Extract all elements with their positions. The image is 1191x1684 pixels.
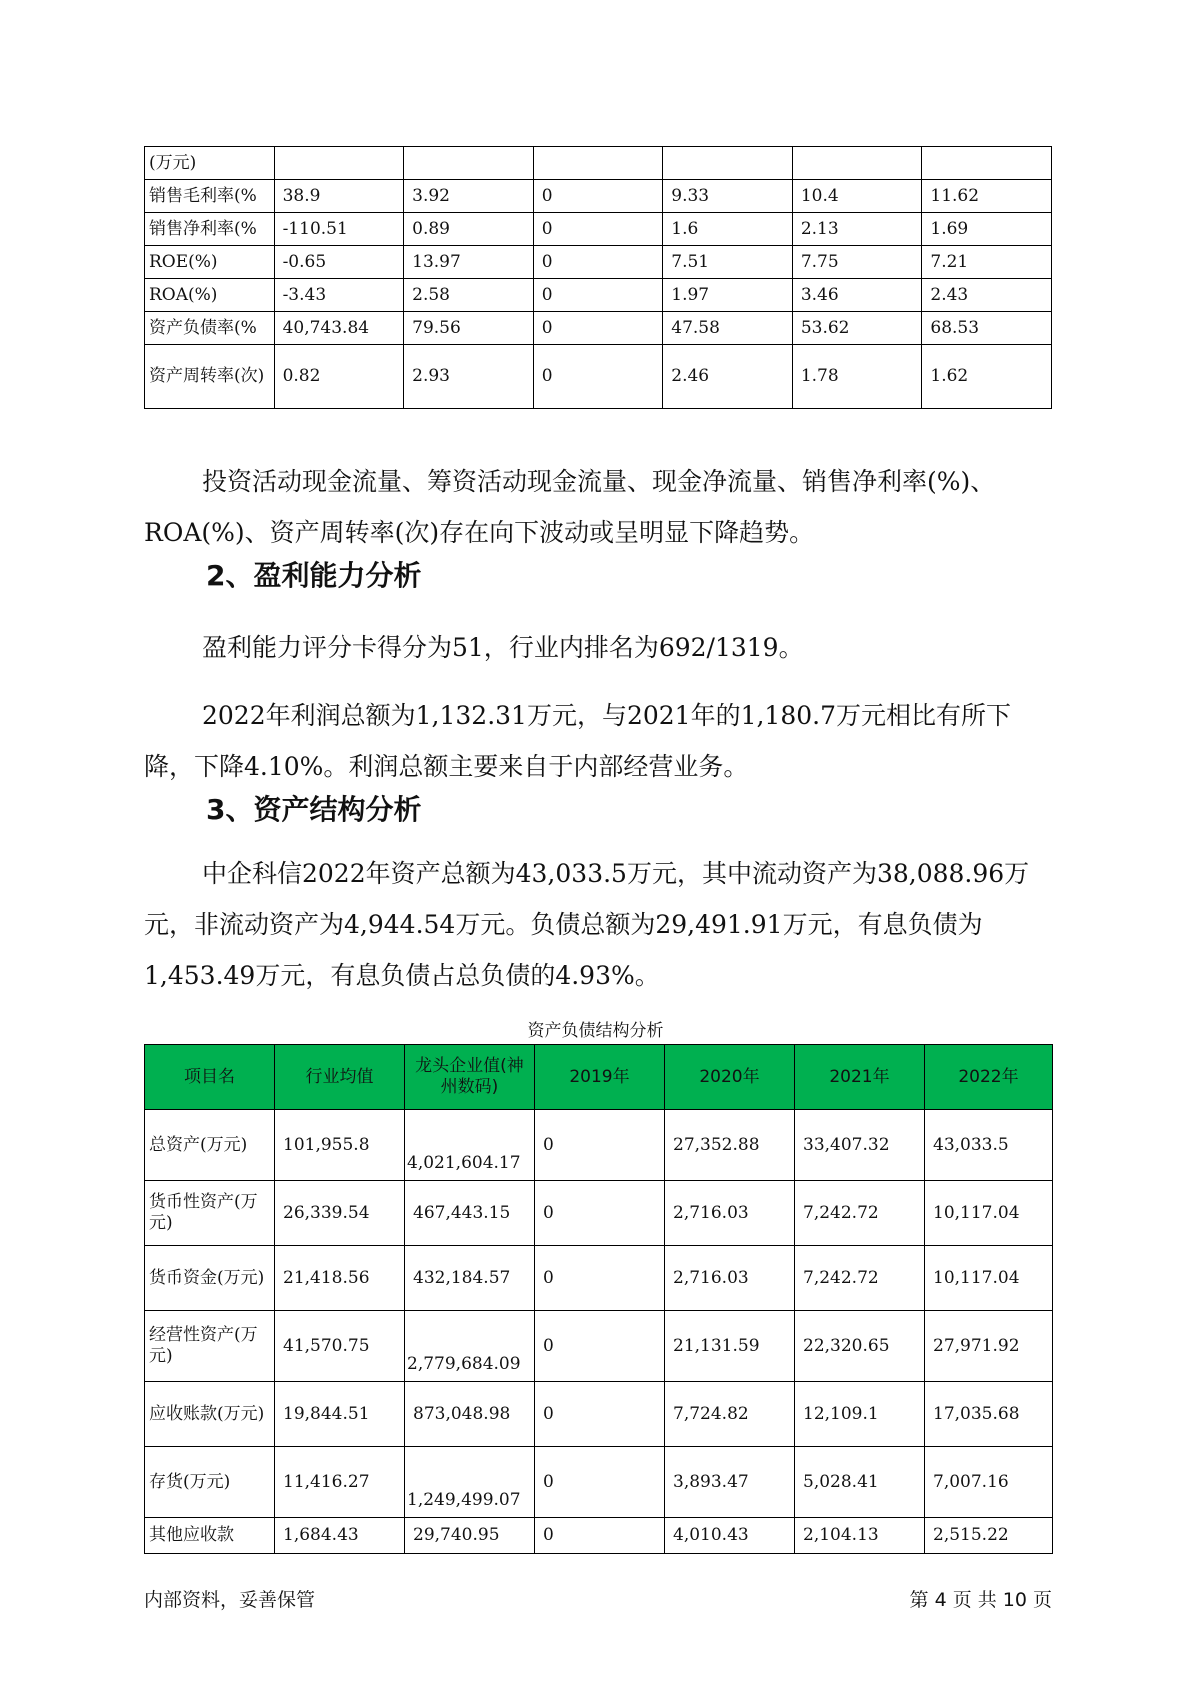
row-label: 销售净利率(%	[145, 213, 275, 246]
table-cell: 68.53	[922, 312, 1052, 345]
table-cell: 2,716.03	[665, 1246, 795, 1311]
table-row	[145, 1181, 1053, 1246]
table-row	[145, 180, 1052, 213]
trend-paragraph: 投资活动现金流量、筹资活动现金流量、现金净流量、销售净利率(%)、ROA(%)、资产周转率(次)存在向下波动或呈明显下降趋势。	[144, 467, 996, 547]
table-cell: 0	[533, 213, 663, 246]
table-row	[145, 345, 1052, 409]
profitability-score-paragraph: 盈利能力评分卡得分为51，行业内排名为692/1319。	[202, 633, 804, 662]
column-header: 2020年	[665, 1045, 795, 1110]
row-label: 货币性资产(万元)	[145, 1181, 275, 1246]
table-cell	[922, 147, 1052, 180]
row-label: (万元)	[145, 147, 275, 180]
table-cell: 21,131.59	[665, 1311, 795, 1382]
table-cell: 7.75	[792, 246, 922, 279]
table-cell: 0.82	[274, 345, 404, 409]
section-heading-profitability: 2、盈利能力分析	[206, 559, 422, 592]
table-cell: 0	[533, 246, 663, 279]
table-cell: 1.69	[922, 213, 1052, 246]
asset-structure-paragraph: 中企科信2022年资产总额为43,033.5万元，其中流动资产为38,088.96万元，非流动资产为4,944.54万元。负债总额为29,491.91万元，有息负债为1,453.49万元，有息负债占总负债的4.93%。	[144, 859, 1030, 990]
table-cell: 47.58	[663, 312, 793, 345]
table-cell: 2,104.13	[795, 1518, 925, 1554]
table-cell: 2.93	[404, 345, 534, 409]
table-cell: 7.21	[922, 246, 1052, 279]
table-cell: 53.62	[792, 312, 922, 345]
table-cell: -0.65	[274, 246, 404, 279]
row-label: 应收账款(万元)	[145, 1382, 275, 1447]
column-header: 2021年	[795, 1045, 925, 1110]
table-cell: 2.58	[404, 279, 534, 312]
table-cell: 0	[533, 312, 663, 345]
table-cell	[663, 147, 793, 180]
profit-total-paragraph: 2022年利润总额为1,132.31万元，与2021年的1,180.7万元相比有所下降，下降4.10%。利润总额主要来自于内部经营业务。	[144, 701, 1011, 781]
table-cell: 0.89	[404, 213, 534, 246]
table-cell: 9.33	[663, 180, 793, 213]
row-label: 资产周转率(次)	[145, 345, 275, 409]
table-cell: 29,740.95	[405, 1518, 535, 1554]
row-label: 其他应收款	[145, 1518, 275, 1554]
table-cell: 27,352.88	[665, 1110, 795, 1181]
table-cell: 5,028.41	[795, 1447, 925, 1518]
table-cell: 0	[535, 1246, 665, 1311]
table-cell: 0	[535, 1110, 665, 1181]
table-cell: 79.56	[404, 312, 534, 345]
table-cell: 3.46	[792, 279, 922, 312]
table-cell: 0	[533, 345, 663, 409]
table-cell: 1.97	[663, 279, 793, 312]
table-cell: 7.51	[663, 246, 793, 279]
table-cell: 33,407.32	[795, 1110, 925, 1181]
row-label: 销售毛利率(%	[145, 180, 275, 213]
table-cell: 2,716.03	[665, 1181, 795, 1246]
table-cell: 10,117.04	[925, 1181, 1053, 1246]
row-label: 经营性资产(万元)	[145, 1311, 275, 1382]
row-label: 总资产(万元)	[145, 1110, 275, 1181]
table-cell: 0	[535, 1382, 665, 1447]
row-label: 货币资金(万元)	[145, 1246, 275, 1311]
table-row	[145, 312, 1052, 345]
table-cell: 12,109.1	[795, 1382, 925, 1447]
table-row	[145, 1518, 1053, 1554]
table-cell: 1.6	[663, 213, 793, 246]
column-header: 龙头企业值(神州数码)	[405, 1045, 535, 1110]
table-cell: 10.4	[792, 180, 922, 213]
table-cell: 21,418.56	[275, 1246, 405, 1311]
table-caption: 资产负债结构分析	[527, 1021, 664, 1041]
table-cell: 2.46	[663, 345, 793, 409]
table-cell: 41,570.75	[275, 1311, 405, 1382]
table-cell: 1.78	[792, 345, 922, 409]
table-cell: 0	[533, 279, 663, 312]
balance-structure-table	[144, 1044, 1053, 1554]
table-cell: 22,320.65	[795, 1311, 925, 1382]
column-header: 项目名	[145, 1045, 275, 1110]
table-cell: 26,339.54	[275, 1181, 405, 1246]
row-label: 资产负债率(%	[145, 312, 275, 345]
table-cell: 1,684.43	[275, 1518, 405, 1554]
table-row	[145, 1382, 1053, 1447]
table-cell: 0	[535, 1311, 665, 1382]
column-header: 2022年	[925, 1045, 1053, 1110]
table-cell: -110.51	[274, 213, 404, 246]
table-cell: 2.13	[792, 213, 922, 246]
table-cell: 873,048.98	[405, 1382, 535, 1447]
table-cell: 3,893.47	[665, 1447, 795, 1518]
table-cell: 0	[535, 1518, 665, 1554]
table-cell: 27,971.92	[925, 1311, 1053, 1382]
table-row	[145, 279, 1052, 312]
table-header-row	[145, 1045, 1053, 1110]
row-label: ROA(%)	[145, 279, 275, 312]
table-cell: 7,007.16	[925, 1447, 1053, 1518]
section-heading-asset-structure: 3、资产结构分析	[206, 793, 422, 826]
table-cell: 2,515.22	[925, 1518, 1053, 1554]
table-row	[145, 1110, 1053, 1181]
table-cell: 1.62	[922, 345, 1052, 409]
table-cell: 1,249,499.07	[405, 1447, 535, 1518]
table-cell	[404, 147, 534, 180]
table-row	[145, 1311, 1053, 1382]
table-cell: 11.62	[922, 180, 1052, 213]
table-cell	[274, 147, 404, 180]
table-cell: 3.92	[404, 180, 534, 213]
table-cell: 0	[533, 180, 663, 213]
table-row	[145, 246, 1052, 279]
table-cell: 432,184.57	[405, 1246, 535, 1311]
financial-ratio-table	[144, 146, 1052, 409]
table-row	[145, 147, 1052, 180]
footer-confidential-note: 内部资料，妥善保管	[144, 1589, 316, 1611]
table-cell: 17,035.68	[925, 1382, 1053, 1447]
table-cell: 7,724.82	[665, 1382, 795, 1447]
table-row	[145, 1447, 1053, 1518]
table-cell: 19,844.51	[275, 1382, 405, 1447]
table-cell: 13.97	[404, 246, 534, 279]
row-label: 存货(万元)	[145, 1447, 275, 1518]
table-cell: 7,242.72	[795, 1181, 925, 1246]
table-row	[145, 213, 1052, 246]
row-label: ROE(%)	[145, 246, 275, 279]
table-cell: 11,416.27	[275, 1447, 405, 1518]
table-cell: 4,021,604.17	[405, 1110, 535, 1181]
table-cell	[533, 147, 663, 180]
table-cell: 4,010.43	[665, 1518, 795, 1554]
table-row	[145, 1246, 1053, 1311]
table-cell: 7,242.72	[795, 1246, 925, 1311]
table-cell: -3.43	[274, 279, 404, 312]
table-cell: 10,117.04	[925, 1246, 1053, 1311]
column-header: 行业均值	[275, 1045, 405, 1110]
table-cell: 2,779,684.09	[405, 1311, 535, 1382]
table-cell: 0	[535, 1181, 665, 1246]
column-header: 2019年	[535, 1045, 665, 1110]
table-cell	[792, 147, 922, 180]
table-cell: 40,743.84	[274, 312, 404, 345]
table-cell: 38.9	[274, 180, 404, 213]
table-cell: 0	[535, 1447, 665, 1518]
table-cell: 43,033.5	[925, 1110, 1053, 1181]
table-cell: 101,955.8	[275, 1110, 405, 1181]
table-cell: 467,443.15	[405, 1181, 535, 1246]
table-cell: 2.43	[922, 279, 1052, 312]
page-number: 第 4 页 共 10 页	[909, 1589, 1052, 1611]
